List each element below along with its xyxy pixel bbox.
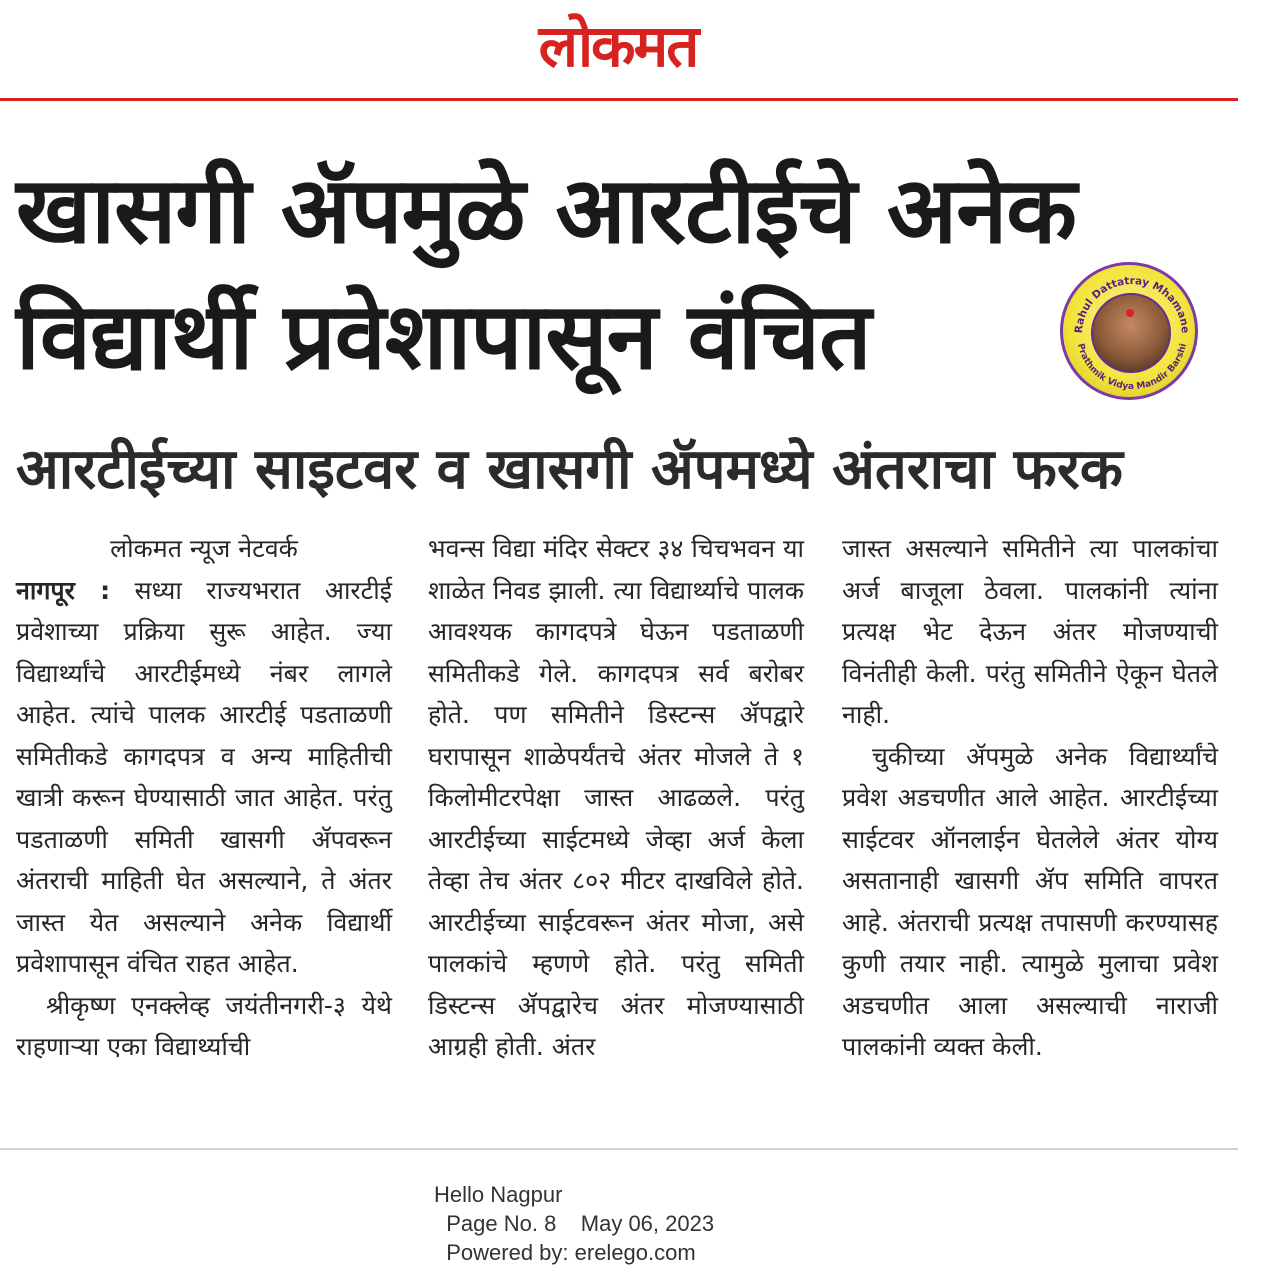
article-paragraph: जास्त असल्याने समितीने त्या पालकांचा अर्ज बाजूला ठेवला. पालकांनी त्यांना प्रत्यक्ष भेट देऊन अंतर मोजण्याची विनंतीही केली. परंतु समितीने ऐकून घेतले नाही. — [842, 534, 1218, 729]
footer-divider — [0, 1148, 1238, 1150]
dateline: नागपूर : — [16, 575, 111, 605]
byline: लोकमत न्यूज नेटवर्क — [110, 534, 298, 563]
author-badge — [1060, 262, 1198, 400]
badge-name-text: Rahul Dattatray Mhamane — [1072, 275, 1192, 334]
publication-date: May 06, 2023 — [580, 1211, 715, 1236]
article-paragraph: चुकीच्या ॲपमुळे अनेक विद्यार्थ्यांचे प्रवेश अडचणीत आले आहेत. आरटीईच्या साईटवर ऑनलाईन घेतलेले अंतर योग्य असतानाही खासगी ॲप समिति वापरत आहे. अंतराची प्रत्यक्ष तपासणी करण्यासह कुणी तयार नाही. त्यामुळे मुलाचा प्रवेश अडचणीत आला असल्याची नाराजी पालकांनी व्यक्त केली. — [842, 741, 1218, 1061]
svg-text:Prathmik Vidya Mandir Barshi — [1075, 343, 1189, 393]
headline-line-2: विद्यार्थी प्रवेशापासून वंचित — [16, 283, 871, 390]
svg-text:Rahul Dattatray Mhamane — [1073, 275, 1191, 334]
headline-line-1: खासगी ॲपमुळे आरटीईचे अनेक — [16, 157, 1076, 264]
article-paragraph — [16, 570, 392, 985]
badge-ring-text — [1063, 265, 1201, 403]
article-paragraph: श्रीकृष्ण एनक्लेव्ह जयंतीनगरी-३ येथे राहणाऱ्या एका विद्यार्थ्याची — [16, 990, 392, 1061]
masthead-rule — [0, 98, 1238, 101]
article-paragraph: भवन्स विद्या मंदिर सेक्टर ३४ चिचभवन या शाळेत निवड झाली. त्या विद्यार्थ्याचे पालक आवश्यक कागदपत्रे घेऊन पडताळणी समितीकडे गेले. कागदपत्र सर्व बरोबर होते. पण समितीने डिस्टन्स ॲपद्वारे घरापासून शाळेपर्यंतचे अंतर मोजले ते १ किलोमीटरपेक्षा जास्त आढळले. परंतु आरटीईच्या साईटमध्ये जेव्हा अर्ज केला तेव्हा तेच अंतर ८०२ मीटर दाखविले होते. आरटीईच्या साईटवरून अंतर मोजा, असे पालकांचे म्हणणे होते. परंतु समिती डिस्टन्स ॲपद्वारेच अंतर मोजण्यासाठी आग्रही होती. अंतर — [428, 534, 804, 1061]
page-info — [434, 1209, 714, 1238]
page-number: Page No. 8 — [446, 1211, 557, 1236]
subheadline: आरटीईच्या साइटवर व खासगी ॲपमध्ये अंतराचा फरक — [16, 437, 1123, 502]
headline — [16, 148, 1246, 400]
article-column-2 — [428, 528, 804, 1068]
newspaper-masthead: लोकमत — [538, 12, 698, 80]
article-column-1 — [16, 528, 392, 1068]
powered-by: Powered by: erelego.com — [446, 1240, 696, 1265]
badge-school-text: Prathmik Vidya Mandir Barshi — [1074, 342, 1189, 393]
article-text: सध्या राज्यभरात आरटीई प्रवेशाच्या प्रक्रिया सुरू आहेत. ज्या विद्यार्थ्यांचे आरटीईमध्ये नंबर लागले आहेत. त्यांचे पालक आरटीई पडताळणी समितीकडे कागदपत्र व अन्य माहितीची खात्री करून घेण्यासाठी जात आहेत. परंतु पडताळणी समिती खासगी ॲपवरून अंतराची माहिती घेत असल्याने, ते अंतर जास्त येत असल्याने अनेक विद्यार्थी प्रवेशापासून वंचित राहत आहेत. — [16, 575, 392, 978]
edition-name: Hello Nagpur — [434, 1182, 563, 1207]
epaper-footer — [434, 1180, 714, 1267]
article-column-3 — [842, 528, 1218, 1068]
